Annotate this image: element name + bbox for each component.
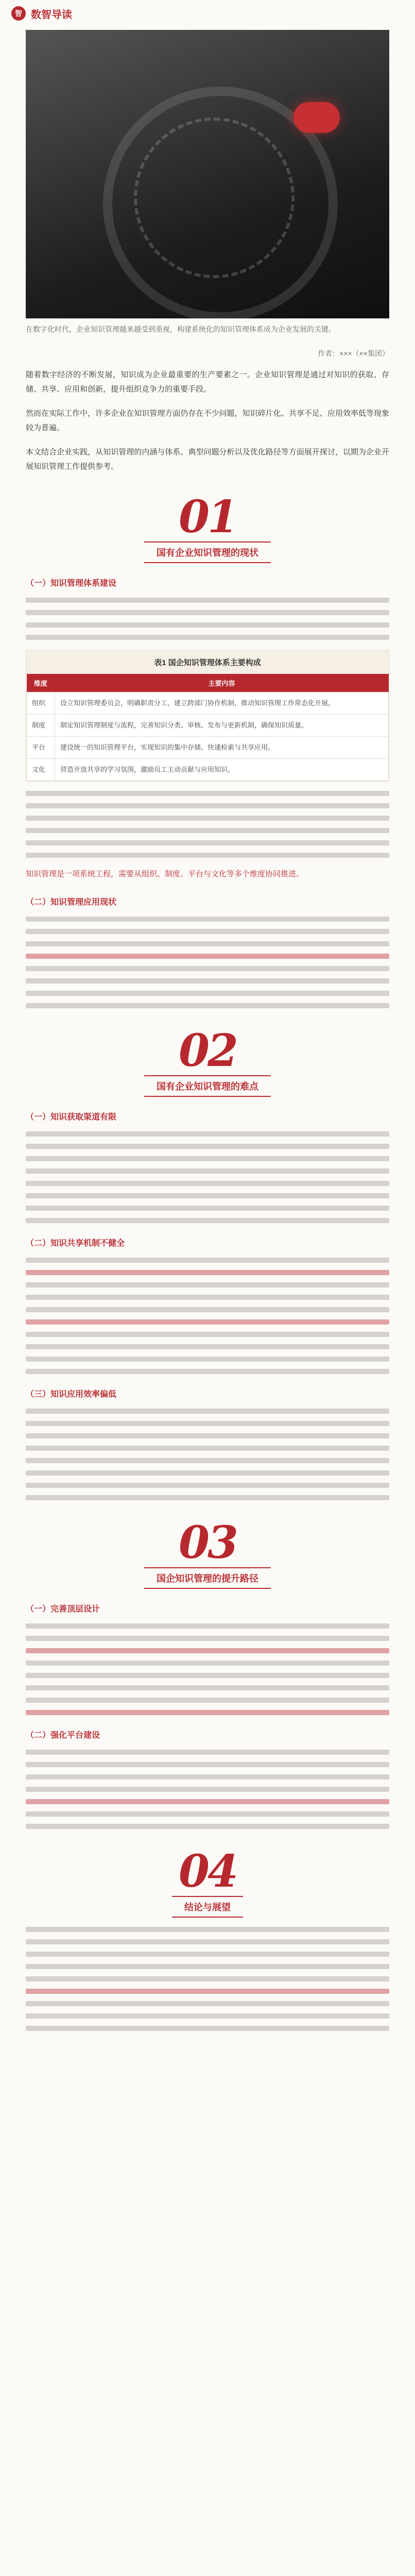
subheading: （一）知识管理体系建设 bbox=[26, 579, 117, 588]
hero-image bbox=[26, 30, 389, 318]
section-title: 国企知识管理的提升路径 bbox=[144, 1567, 271, 1589]
body-text-block bbox=[26, 917, 389, 1008]
intro-paragraph: 随着数字经济的不断发展，知识成为企业最重要的生产要素之一。企业知识管理是通过对知识的获取、存储、共享、应用和创新，提升组织竞争力的重要手段。 bbox=[26, 370, 389, 394]
table-cell: 平台 bbox=[27, 736, 55, 758]
table-row bbox=[27, 736, 389, 758]
highlight-text: 知识管理是一项系统工程，需要从组织、制度、平台与文化等多个维度协同推进。 bbox=[26, 870, 304, 879]
author-line: 作者：×××（××集团） bbox=[318, 349, 389, 358]
table-cell: 建设统一的知识管理平台，实现知识的集中存储、快速检索与共享应用。 bbox=[55, 736, 388, 758]
intro-paragraph: 然而在实际工作中，许多企业在知识管理方面仍存在不少问题，知识碎片化、共享不足、应用效率低等现象较为普遍。 bbox=[26, 409, 389, 433]
section-header-02 bbox=[26, 1024, 389, 1097]
intro-paragraph: 本文结合企业实践，从知识管理的内涵与体系、典型问题分析以及优化路径等方面展开探讨，以期为企业开展知识管理工作提供参考。 bbox=[26, 447, 389, 471]
body-text-block bbox=[26, 791, 389, 858]
subheading: （二）知识共享机制不健全 bbox=[26, 1239, 125, 1248]
section-header-04 bbox=[26, 1845, 389, 1918]
body-text-block bbox=[26, 1927, 389, 2031]
table-row bbox=[27, 714, 389, 736]
subheading: （二）强化平台建设 bbox=[26, 1731, 100, 1740]
table-row bbox=[27, 759, 389, 781]
body-text-block bbox=[26, 1623, 389, 1715]
table-cell: 制定知识管理制度与流程，完善知识分类、审核、发布与更新机制，确保知识质量。 bbox=[55, 714, 388, 736]
body-text-block bbox=[26, 598, 389, 640]
knowledge-table bbox=[26, 650, 389, 782]
table-header: 主要内容 bbox=[55, 674, 388, 692]
subheading: （三）知识应用效率偏低 bbox=[26, 1389, 117, 1399]
section-title: 国有企业知识管理的难点 bbox=[144, 1075, 271, 1097]
subheading: （一）知识获取渠道有限 bbox=[26, 1112, 117, 1122]
section-title: 结论与展望 bbox=[172, 1896, 243, 1918]
table-cell: 组织 bbox=[27, 692, 55, 714]
section-header-03 bbox=[26, 1516, 389, 1589]
hero-red-accent bbox=[293, 102, 340, 133]
table-cell: 营造开放共享的学习氛围，激励员工主动贡献与应用知识。 bbox=[55, 759, 388, 781]
table-header: 维度 bbox=[27, 674, 55, 692]
table-cell: 制度 bbox=[27, 714, 55, 736]
table-cell: 设立知识管理委员会，明确职责分工，建立跨部门协作机制，推动知识管理工作常态化开展。 bbox=[55, 692, 388, 714]
table-row bbox=[27, 692, 389, 714]
body-text-block bbox=[26, 1258, 389, 1374]
body-text-block bbox=[26, 1409, 389, 1500]
brand-logo-icon: 智 bbox=[11, 6, 26, 21]
subheading: （二）知识管理应用现状 bbox=[26, 897, 117, 907]
body-text-block bbox=[26, 1131, 389, 1223]
hero-caption: 在数字化时代，企业知识管理越来越受到重视，构建系统化的知识管理体系成为企业发展的关键。 bbox=[26, 325, 336, 333]
body-text-block bbox=[26, 1750, 389, 1829]
section-title: 国有企业知识管理的现状 bbox=[144, 541, 271, 563]
section-number: 02 bbox=[179, 1024, 236, 1077]
hero-ring-dashed-decoration bbox=[134, 117, 295, 278]
top-bar bbox=[0, 0, 415, 27]
brand-name: 数智导读 bbox=[31, 9, 72, 21]
section-number: 04 bbox=[179, 1845, 236, 1897]
table-cell: 文化 bbox=[27, 759, 55, 781]
section-number: 01 bbox=[179, 490, 236, 543]
table-title: 表1 国企知识管理体系主要构成 bbox=[26, 651, 389, 674]
subheading: （一）完善顶层设计 bbox=[26, 1604, 100, 1614]
section-number: 03 bbox=[179, 1516, 236, 1569]
section-header-01 bbox=[26, 490, 389, 563]
